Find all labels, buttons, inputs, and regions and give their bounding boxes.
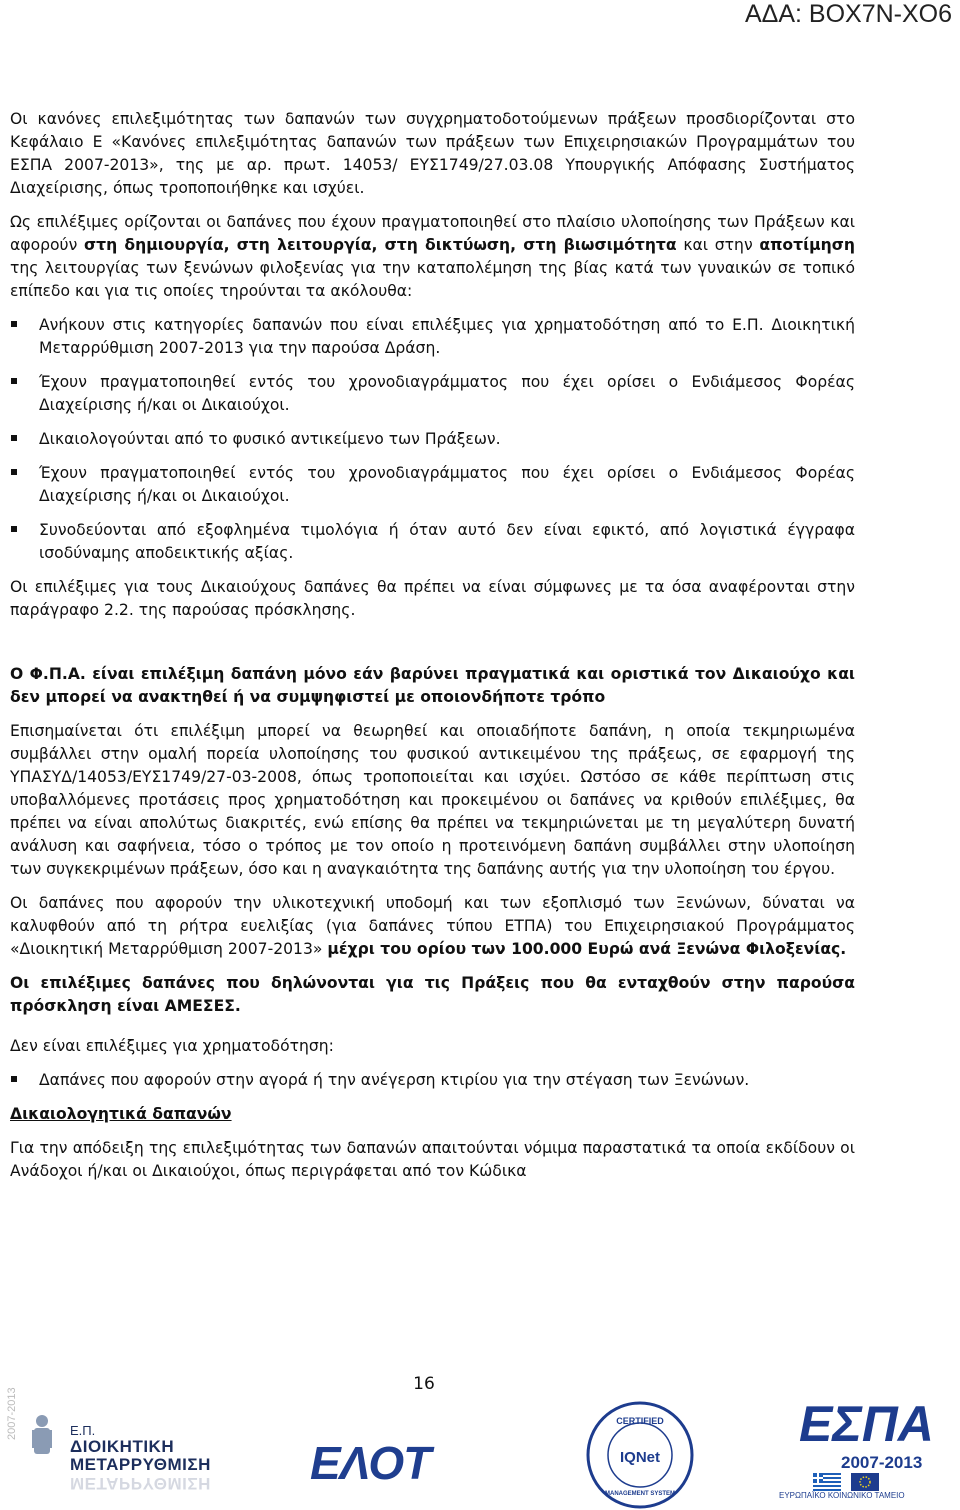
ada-code: ΑΔΑ: ΒΟΧ7Ν-ΧΟ6 xyxy=(744,0,952,28)
list-item: Συνοδεύονται από εξοφλημένα τιμολόγια ή όταν αυτό δεν είναι εφικτό, από λογιστικά έγγραφα ισοδύναμης αποδεικτικής αξίας. xyxy=(10,519,855,565)
elot-logo: ΕΛΟΤ xyxy=(310,1437,431,1489)
page-number: 16 xyxy=(413,1374,435,1394)
paragraph-note: Επισημαίνεται ότι επιλέξιμη μπορεί να θεωρηθεί και οποιαδήποτε δαπάνη, η οποία τεκμηριωμένα συμβάλλει στην ομαλή πορεία υλοποίησης του φυσικού αντικειμένου της πράξεως, σε εφαρμογή της ΥΠΑΣΥΔ/14053/ΕΥΣ1749/27-03-2008, όπως τροποποιείται και ισχύει. Ωστόσο σε κάθε περίπτωση στις υποβαλλόμενες προτάσεις προς χρηματοδότηση και προκειμένου οι δαπάνες να κριθούν επιλέξιμες, θα πρέπει να είναι απολύτως διακριτές, ενώ επίσης θα πρέπει να τεκμηριώνεται με τη μεγαλύτερη δυνατή ανάλυση και σαφήνεια, τόσο ο τρόπος με τον οποίο η προτεινόμενη δαπάνη συμβάλλει στην υλοποίηση των συγκεκριμένων πράξεων, όσο και η αναγκαιότητα της δαπάνης αυτής για την υλοποίηση του έργου. xyxy=(10,722,855,878)
greek-flag-icon xyxy=(813,1473,841,1491)
list-item: Έχουν πραγματοποιηθεί εντός του χρονοδιαγράμματος που έχει ορίσει ο Ενδιάμεσος Φορέας Διαχείρισης ή/και οι Δικαιούχοι. xyxy=(10,462,855,508)
document-body xyxy=(10,108,855,1194)
person-icon xyxy=(28,1412,68,1472)
list-item: Ανήκουν στις κατηγορίες δαπανών που είναι επιλέξιμες για χρηματοδότηση από το Ε.Π. Διοικητική Μεταρρύθμιση 2007-2013 για την παρούσα Δράση. xyxy=(10,314,855,360)
svg-text:IQNet: IQNet xyxy=(619,1449,661,1466)
eu-flag-icon xyxy=(851,1473,879,1491)
ep-logo: Ε.Π. ΔΙΟΙΚΗΤΙΚΗ ΜΕΤΑΡΡΥΘΜΙΣΗ ΜΕΤΑΡΡΥΘΜΙΣΗ xyxy=(20,1400,230,1510)
svg-text:MANAGEMENT SYSTEM: MANAGEMENT SYSTEM xyxy=(604,1491,676,1497)
list-item: Δικαιολογούνται από το φυσικό αντικείμενο των Πράξεων. xyxy=(10,428,855,451)
subheading-supporting-documents: Δικαιολογητικά δαπανών xyxy=(10,1105,232,1123)
list-item: Έχουν πραγματοποιηθεί εντός του χρονοδιαγράμματος που έχει ορίσει ο Ενδιάμεσος Φορέας Διαχείρισης ή/και οι Δικαιούχοι. xyxy=(10,371,855,417)
paragraph-infrastructure: Οι δαπάνες που αφορούν την υλικοτεχνική υποδομή και των εξοπλισμό των Ξενώνων, δύναται να καλυφθούν από τη ρήτρα ευελιξίας (για δαπάνες τύπου ΕΤΠΑ) του Επιχειρησιακού Προγράμματος «Διοικητική Μεταρρύθμιση 2007-2013» μέχρι του ορίου των 100.000 Ευρώ ανά Ξενώνα Φιλοξενίας. xyxy=(10,894,855,958)
side-year-text: 2007-2013 xyxy=(6,1387,18,1440)
paragraph-not-eligible: Δεν είναι επιλέξιμες για χρηματοδότηση: xyxy=(10,1037,334,1055)
heading-vat: Ο Φ.Π.Α. είναι επιλέξιμη δαπάνη μόνο εάν βαρύνει πραγματικά και οριστικά τον Δικαιούχο και δεν μπορεί να ανακτηθεί ή να συμψηφιστεί με οποιονδήποτε τρόπο xyxy=(10,665,855,706)
paragraph-eligible-costs: Ως επιλέξιμες ορίζονται οι δαπάνες που έχουν πραγματοποιηθεί στο πλαίσιο υλοποίησης των Πράξεων και αφορούν στη δημιουργία, στη λειτουργία, στη δικτύωση, στη βιωσιμότητα και στην αποτίμηση της λειτουργίας των ξενώνων φιλοξενίας για την καταπολέμηση της βίας κατά των γυναικών σε τοπικό επίπεδο και για τις οποίες τηρούνται τα ακόλουθα: xyxy=(10,213,855,300)
paragraph-proof: Για την απόδειξη της επιλεξιμότητας των δαπανών απαιτούνται νόμιμα παραστατικά τα οποία εκδίδουν οι Ανάδοχοι ή/και οι Δικαιούχοι, όπως περιγράφεται από τον Κώδικα xyxy=(10,1139,855,1180)
paragraph-eligibility-rules: Οι κανόνες επιλεξιμότητας των δαπανών των συγχρηματοδοτούμενων πράξεων προσδιορίζονται στο Κεφάλαιο Ε «Κανόνες επιλεξιμότητας δαπανών των πράξεων των Επιχειρησιακών Προγραμμάτων του ΕΣΠΑ 2007-2013», της με αρ. πρωτ. 14053/ ΕΥΣ1749/27.03.08 Υπουργικής Απόφασης Συστήματος Διαχείρισης, όπως τροποποιήθηκε και ισχύει. xyxy=(10,110,855,197)
svg-text:CERTIFIED: CERTIFIED xyxy=(616,1416,664,1426)
iqnet-certification-seal xyxy=(585,1400,695,1510)
paragraph-beneficiaries: Οι επιλέξιμες για τους Δικαιούχους δαπάνες θα πρέπει να είναι σύμφωνες με τα όσα αναφέρονται στην παράγραφο 2.2. της παρούσας πρόσκλησης. xyxy=(10,578,855,619)
list-item: Δαπάνες που αφορούν στην αγορά ή την ανέγερση κτιρίου για την στέγαση των Ξενώνων. xyxy=(10,1069,855,1092)
paragraph-direct-costs: Οι επιλέξιμες δαπάνες που δηλώνονται για τις Πράξεις που θα ενταχθούν στην παρούσα πρόσκληση είναι ΑΜΕΣΕΣ. xyxy=(10,974,855,1015)
espa-logo: ΕΣΠΑ 2007-2013 ΕΥΡΩΠΑΪΚΟ ΚΟΙΝΩΝΙΚΟ ΤΑΜΕΙΟ xyxy=(779,1396,934,1500)
